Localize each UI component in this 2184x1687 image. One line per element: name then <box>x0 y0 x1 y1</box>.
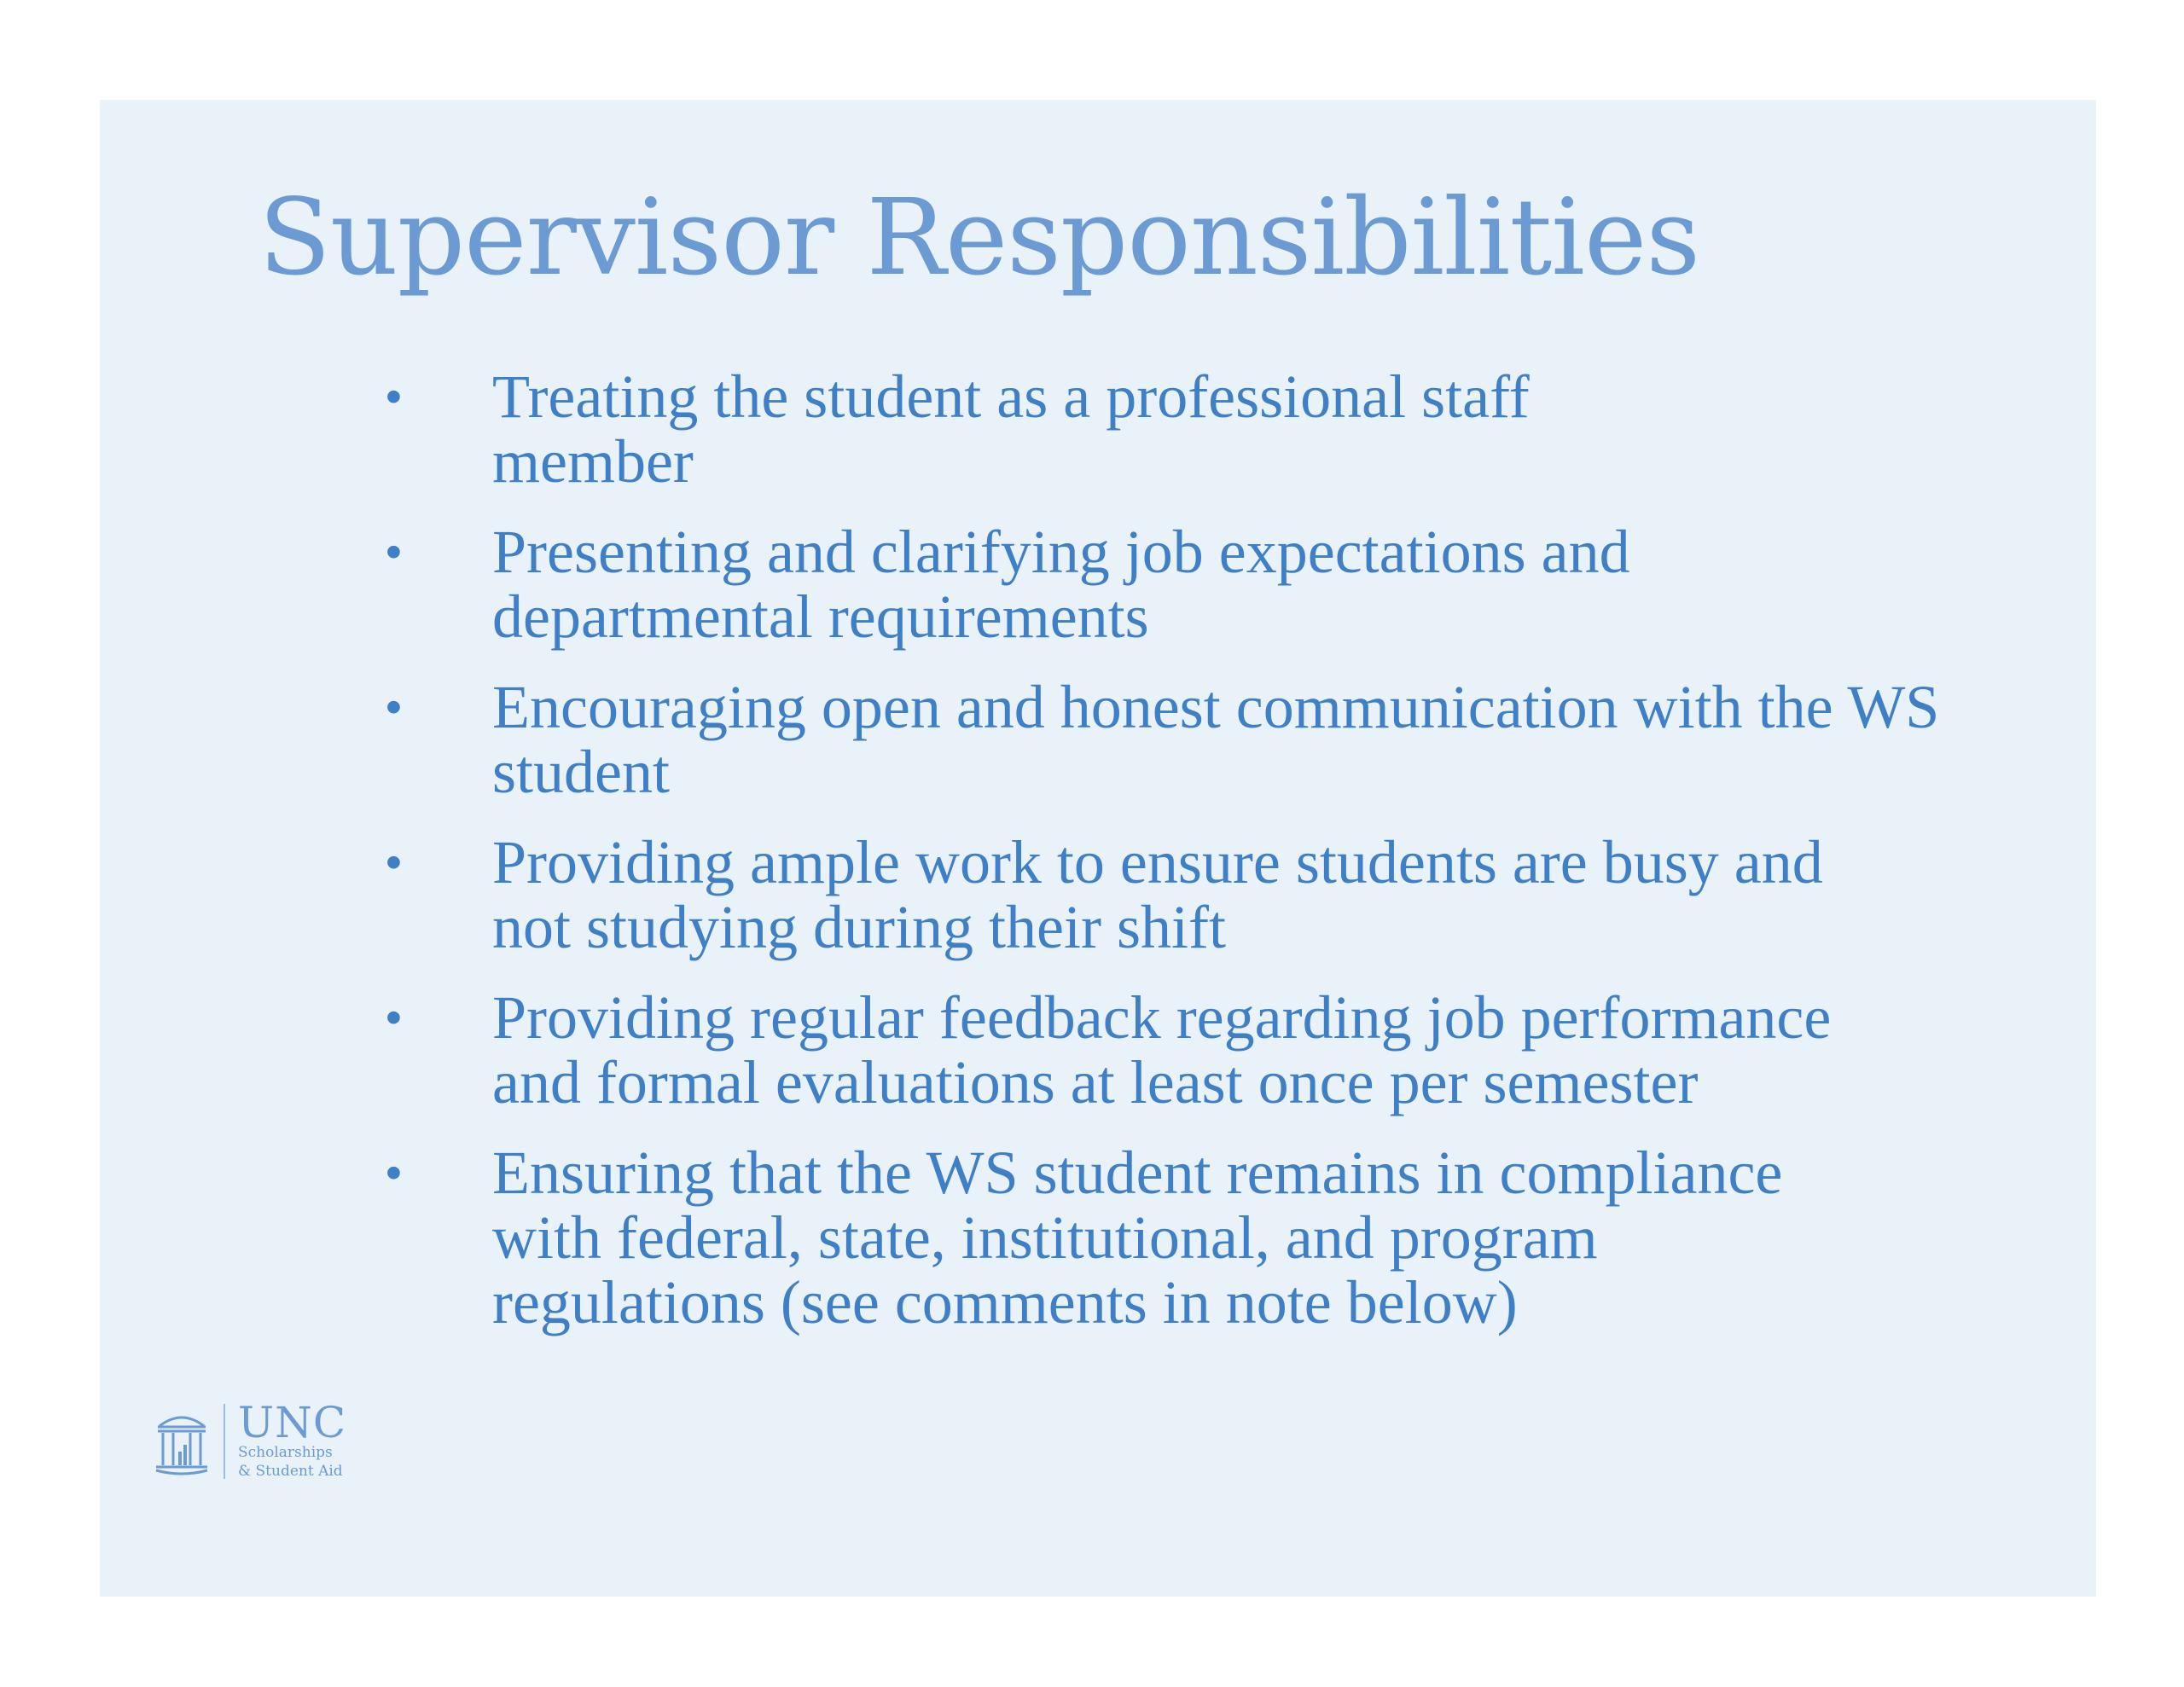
bullet-item <box>285 675 2059 804</box>
bullet-text-line: not studying during their shift <box>492 893 1226 961</box>
logo-subtitle-line2: & Student Aid <box>238 1463 343 1480</box>
logo-text <box>238 1398 347 1481</box>
bullet-marker: • <box>386 526 402 577</box>
bullet-text-line: Encouraging open and honest communication with the WS <box>492 673 1940 741</box>
old-well-icon <box>153 1406 211 1477</box>
bullet-item <box>285 364 2059 494</box>
unc-logo <box>153 1398 347 1481</box>
bullet-item <box>285 519 2059 649</box>
bullet-list <box>285 364 2059 1360</box>
bullet-item <box>285 830 2059 959</box>
slide-title: Supervisor Responsibilities <box>258 177 1699 299</box>
bullet-text-line: member <box>492 427 694 496</box>
bullet-text-line: Ensuring that the WS student remains in compliance <box>492 1139 1783 1207</box>
bullet-marker: • <box>386 681 402 733</box>
logo-divider <box>224 1404 225 1479</box>
bullet-marker: • <box>386 837 402 888</box>
bullet-text-line: and formal evaluations at least once per semester <box>492 1048 1699 1116</box>
bullet-text-line: Presenting and clarifying job expectations and <box>492 518 1630 586</box>
bullet-marker: • <box>386 1147 402 1198</box>
bullet-item <box>285 985 2059 1115</box>
bullet-text-line: departmental requirements <box>492 583 1149 651</box>
bullet-marker: • <box>386 371 402 422</box>
bullet-text-line: regulations (see comments in note below) <box>492 1268 1518 1336</box>
bullet-text-line: Providing regular feedback regarding job performance <box>492 983 1832 1052</box>
logo-name: UNC <box>238 1398 347 1447</box>
bullet-marker: • <box>386 992 402 1043</box>
logo-subtitle-line1: Scholarships <box>238 1444 333 1461</box>
slide <box>100 100 2096 1597</box>
bullet-item <box>285 1140 2059 1335</box>
bullet-text-line: Providing ample work to ensure students are busy and <box>492 828 1823 896</box>
bullet-text-line: student <box>492 738 670 806</box>
bullet-text-line: with federal, state, institutional, and program <box>492 1203 1598 1272</box>
bullet-text-line: Treating the student as a professional staff <box>492 362 1530 431</box>
